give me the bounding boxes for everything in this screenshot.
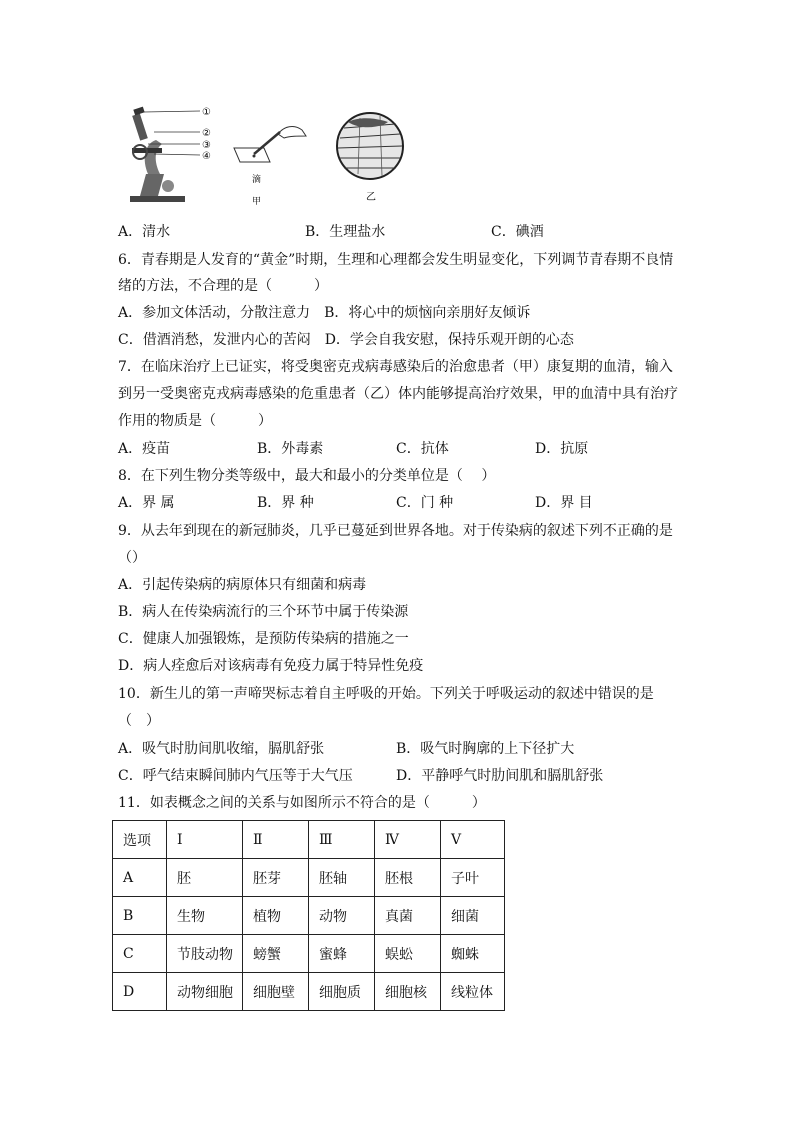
microscope-label-3: ③: [202, 140, 211, 151]
q6-options-line1: A．参加文体活动，分散注意力 B．将心中的烦恼向亲朋好友倾诉: [118, 305, 531, 321]
table-header-cell: Ⅰ: [167, 821, 243, 859]
q9-stem-line2: （）: [118, 550, 146, 566]
q9-option-a: A．引起传染病的病原体只有细菌和病毒: [118, 577, 367, 593]
table-row: [113, 859, 505, 897]
table-row: [113, 935, 505, 973]
q7-option-b: B．外毒素: [257, 441, 324, 457]
table-header-row: [113, 821, 505, 859]
q10-stem-line2: （ ）: [118, 713, 160, 729]
table-cell: 动物细胞: [167, 973, 243, 1011]
microscope-label-2: ②: [202, 128, 211, 139]
microscope-label-1: ①: [202, 107, 211, 118]
table-cell: 蜘蛛: [441, 935, 505, 973]
q6-stem-line2: 绪的方法，不合理的是（ ）: [118, 278, 328, 294]
q5-option-a: A．清水: [118, 224, 171, 240]
dropper-label-top: 滴: [252, 175, 262, 185]
q10-option-b: B．吸气时胸廓的上下径扩大: [396, 741, 575, 757]
q11-stem: 11．如表概念之间的关系与如图所示不符合的是（ ）: [118, 795, 486, 811]
table-cell: A: [113, 859, 167, 897]
q11-table: [112, 820, 505, 1011]
table-cell: C: [113, 935, 167, 973]
q10-option-c: C．呼气结束瞬间肺内气压等于大气压: [118, 768, 353, 784]
q7-stem-line2: 到另一受奥密克戎病毒感染的危重患者（乙）体内能够提高治疗效果，甲的血清中具有治疗: [118, 386, 678, 402]
q8-option-c: C．门 种: [396, 495, 454, 511]
table-cell: 子叶: [441, 859, 505, 897]
table-cell: 螃蟹: [243, 935, 309, 973]
table-row: [113, 973, 505, 1011]
q8-option-b: B．界 种: [257, 495, 314, 511]
table-header-cell: Ⅳ: [375, 821, 441, 859]
table-cell: 动物: [309, 897, 375, 935]
table-cell: B: [113, 897, 167, 935]
q7-option-c: C．抗体: [396, 441, 449, 457]
q5-option-c: C．碘酒: [491, 224, 544, 240]
table-cell: 植物: [243, 897, 309, 935]
table-cell: 线粒体: [441, 973, 505, 1011]
table-cell: 蜜蜂: [309, 935, 375, 973]
dropper-label-jia: 甲: [252, 197, 262, 207]
q10-option-a: A．吸气时肋间肌收缩，膈肌舒张: [118, 741, 325, 757]
q9-stem-line1: 9．从去年到现在的新冠肺炎，几乎已蔓延到世界各地。对于传染病的叙述下列不正确的是: [118, 523, 673, 539]
q9-option-c: C．健康人加强锻炼，是预防传染病的措施之一: [118, 631, 409, 647]
table-header-cell: Ⅱ: [243, 821, 309, 859]
table-cell: D: [113, 973, 167, 1011]
table-cell: 细菌: [441, 897, 505, 935]
table-cell: 蜈蚣: [375, 935, 441, 973]
q10-stem-line1: 10．新生儿的第一声啼哭标志着自主呼吸的开始。下列关于呼吸运动的叙述中错误的是: [118, 686, 654, 702]
q9-option-b: B．病人在传染病流行的三个环节中属于传染源: [118, 604, 409, 620]
q6-options-line2: C．借酒消愁，发泄内心的苦闷 D．学会自我安慰，保持乐观开朗的心态: [118, 332, 574, 348]
table-row: [113, 897, 505, 935]
q8-option-d: D．界 目: [535, 495, 593, 511]
table-cell: 胚: [167, 859, 243, 897]
table-header-cell: Ⅴ: [441, 821, 505, 859]
table-cell: 胚芽: [243, 859, 309, 897]
q5-option-b: B．生理盐水: [305, 224, 386, 240]
q8-stem: 8．在下列生物分类等级中，最大和最小的分类单位是（ ）: [118, 468, 496, 484]
table-cell: 胚轴: [309, 859, 375, 897]
q7-option-d: D．抗原: [535, 441, 589, 457]
dropper-figure: [232, 120, 312, 210]
q10-option-d: D．平静呼气时肋间肌和膈肌舒张: [396, 768, 604, 784]
q7-stem-line1: 7．在临床治疗上已证实，将受奥密克戎病毒感染后的治愈患者（甲）康复期的血清，输入: [118, 359, 673, 375]
table-cell: 胚根: [375, 859, 441, 897]
q9-option-d: D．病人痊愈后对该病毒有免疫力属于特异性免疫: [118, 658, 424, 674]
q6-stem-line1: 6．青春期是人发育的“黄金”时期，生理和心理都会发生明显变化，下列调节青春期不良情: [118, 252, 674, 268]
q8-option-a: A．界 属: [118, 495, 175, 511]
table-cell: 节肢动物: [167, 935, 243, 973]
microscope-figure: [118, 100, 218, 204]
table-cell: 生物: [167, 897, 243, 935]
table-cell: 细胞质: [309, 973, 375, 1011]
microscope-label-4: ④: [202, 151, 211, 162]
q7-stem-line3: 作用的物质是（ ）: [118, 413, 272, 429]
table-header-cell: Ⅲ: [309, 821, 375, 859]
q7-option-a: A．疫苗: [118, 441, 171, 457]
cell-view-figure: [330, 108, 410, 204]
table-cell: 真菌: [375, 897, 441, 935]
table-cell: 细胞核: [375, 973, 441, 1011]
table-cell: 细胞壁: [243, 973, 309, 1011]
table-header-cell: 选项: [113, 821, 167, 859]
cell-label-yi: 乙: [366, 192, 376, 203]
